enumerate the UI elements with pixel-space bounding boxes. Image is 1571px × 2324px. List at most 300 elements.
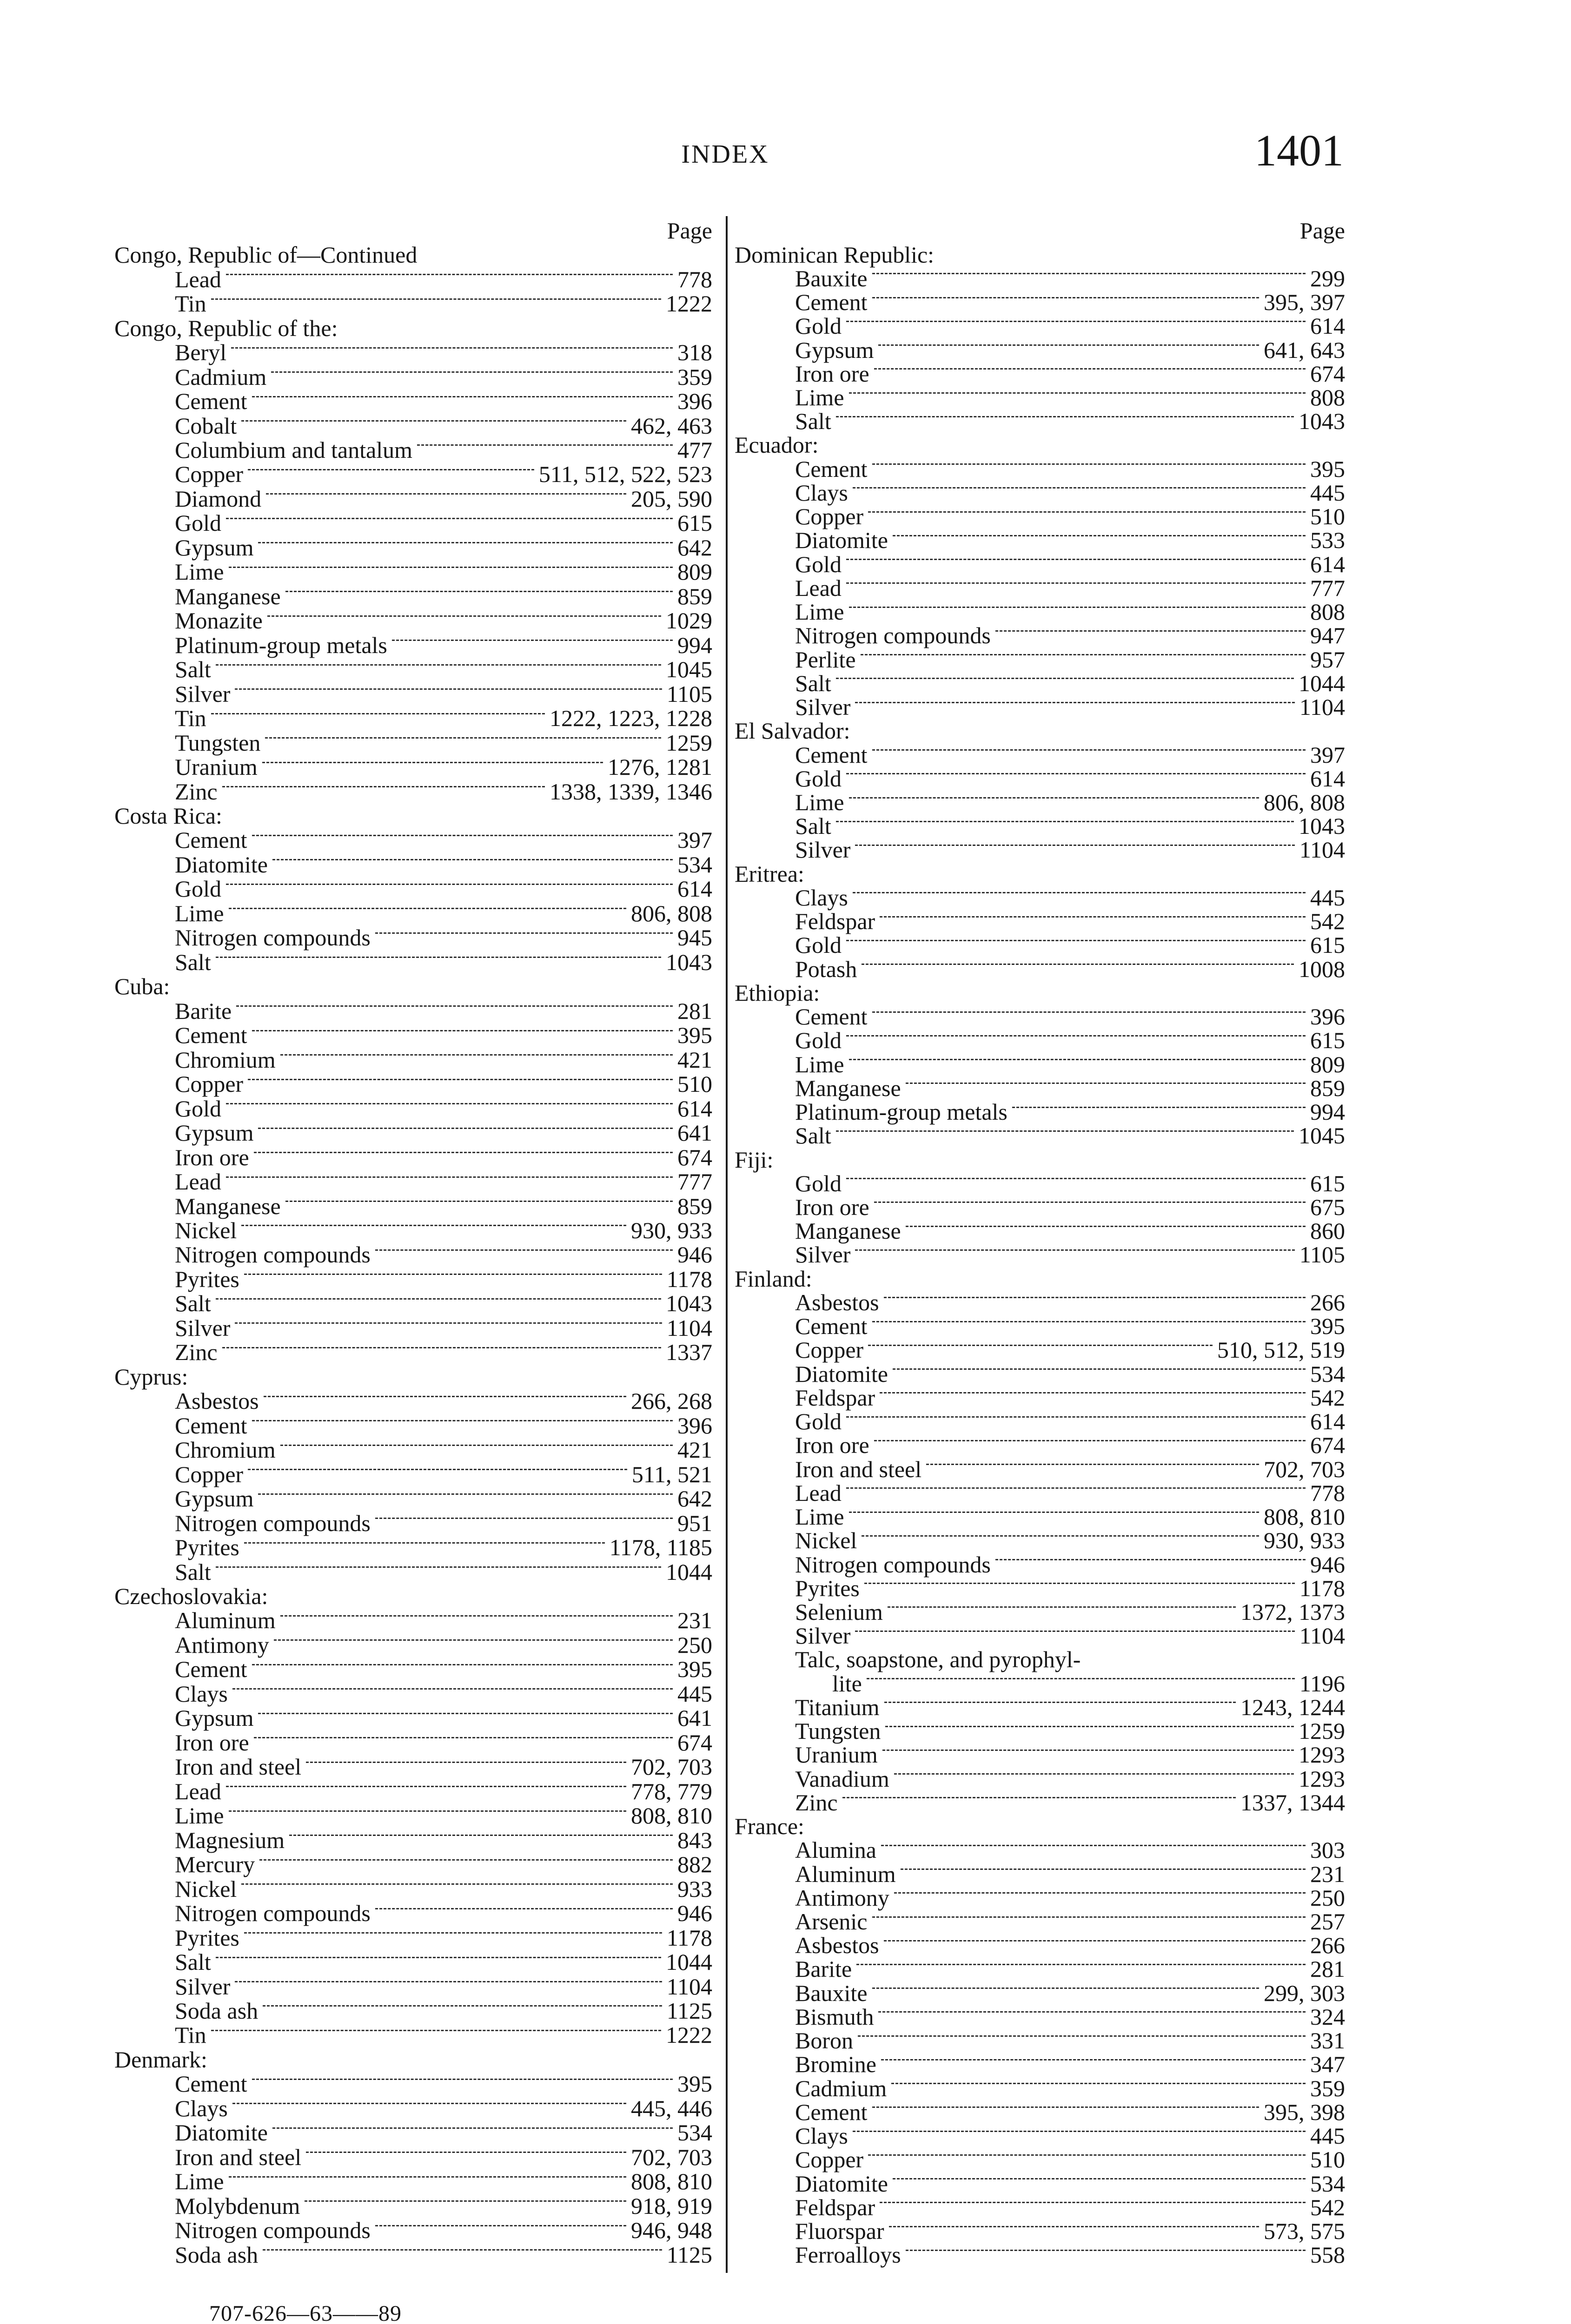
entry-page-refs: 395 xyxy=(1310,1313,1345,1340)
entry-term: Salt xyxy=(795,408,831,435)
dot-leader xyxy=(846,559,1306,560)
entry-term: Cement xyxy=(795,456,868,482)
entry-term: Lead xyxy=(175,266,221,292)
dot-leader xyxy=(846,940,1306,941)
index-entry xyxy=(114,1242,712,1267)
entry-page-refs: 510 xyxy=(1310,503,1345,530)
dot-leader xyxy=(252,1030,673,1031)
dot-leader xyxy=(995,630,1306,632)
dot-leader xyxy=(1012,1107,1306,1108)
index-column-right xyxy=(735,218,1345,2267)
entry-page-refs: 511, 512, 522, 523 xyxy=(538,461,712,488)
dot-leader xyxy=(258,1713,673,1714)
dot-leader xyxy=(258,1493,673,1495)
index-heading xyxy=(735,243,1345,266)
index-entry xyxy=(735,1195,1345,1219)
entry-page-refs: 1337, 1344 xyxy=(1240,1789,1345,1816)
entry-page-refs: 445 xyxy=(1310,479,1345,506)
dot-leader xyxy=(264,1396,626,1397)
entry-term: Diatomite xyxy=(795,2170,888,2197)
index-entry xyxy=(735,1243,1345,1267)
entry-page-refs: 534 xyxy=(1310,2170,1345,2197)
entry-term: Gold xyxy=(795,1170,842,1196)
dot-leader xyxy=(926,1464,1259,1465)
dot-leader xyxy=(862,1535,1259,1537)
index-entry xyxy=(735,1934,1345,1957)
dot-leader xyxy=(248,1079,673,1080)
index-entry xyxy=(735,1576,1345,1600)
index-entry xyxy=(114,1950,712,1974)
index-entry xyxy=(114,779,712,803)
dot-leader xyxy=(252,1664,673,1665)
index-entry xyxy=(114,1535,712,1559)
page-number: 1401 xyxy=(1254,125,1344,175)
entry-term: Ethiopia: xyxy=(735,979,820,1006)
entry-page-refs: 395 xyxy=(1310,456,1345,482)
entry-term: Copper xyxy=(175,1461,244,1487)
dot-leader xyxy=(266,493,626,495)
index-entry xyxy=(735,1648,1345,1671)
dot-leader xyxy=(855,1249,1294,1251)
entry-page-refs: 1104 xyxy=(1299,1623,1345,1649)
entry-page-refs: 918, 919 xyxy=(631,2192,712,2219)
entry-term: Cement xyxy=(175,2071,247,2097)
dot-leader xyxy=(232,1688,673,1690)
dot-leader xyxy=(880,2202,1306,2203)
dot-leader xyxy=(872,749,1306,751)
entry-page-refs: 396 xyxy=(677,388,712,415)
entry-page-refs: 945 xyxy=(677,924,712,951)
dot-leader xyxy=(849,797,1259,799)
entry-page-refs: 395, 398 xyxy=(1264,2099,1345,2125)
index-entry xyxy=(735,1529,1345,1552)
index-entry xyxy=(735,505,1345,528)
entry-term: El Salvador: xyxy=(735,718,850,744)
dot-leader xyxy=(241,420,626,422)
dot-leader xyxy=(867,1678,1295,1679)
dot-leader xyxy=(884,1297,1306,1298)
entry-term: Cement xyxy=(175,1412,247,1439)
entry-page-refs: 806, 808 xyxy=(631,900,712,926)
entry-term: Pyrites xyxy=(795,1575,860,1601)
dot-leader xyxy=(846,321,1306,322)
entry-term: Gold xyxy=(795,932,842,958)
index-entry xyxy=(114,877,712,901)
entry-page-refs: 421 xyxy=(677,1437,712,1463)
dot-leader xyxy=(392,640,673,641)
index-entry xyxy=(735,624,1345,647)
index-entry xyxy=(735,2076,1345,2100)
entry-page-refs: 641, 643 xyxy=(1264,337,1345,363)
entry-page-refs: 542 xyxy=(1310,2194,1345,2220)
entry-term: Cobalt xyxy=(175,412,237,439)
dot-leader xyxy=(280,1054,673,1056)
index-entry xyxy=(114,2023,712,2047)
dot-leader xyxy=(868,2154,1306,2156)
dot-leader xyxy=(274,1639,673,1641)
entry-term: Nitrogen compounds xyxy=(795,622,991,649)
dot-leader xyxy=(849,392,1306,394)
entry-page-refs: 957 xyxy=(1310,646,1345,673)
entry-term: Cement xyxy=(175,1022,247,1049)
entry-term: Salt xyxy=(175,1949,211,1975)
dot-leader xyxy=(265,737,661,739)
entry-term: Iron ore xyxy=(175,1729,249,1756)
entry-page-refs: 1043 xyxy=(666,1290,712,1317)
dot-leader xyxy=(226,1103,673,1104)
dot-leader xyxy=(872,1321,1306,1322)
index-entry xyxy=(114,462,712,486)
dot-leader xyxy=(235,1322,662,1324)
index-heading xyxy=(735,1148,1345,1171)
entry-term: Cement xyxy=(175,388,247,415)
index-entry xyxy=(114,1876,712,1901)
dot-leader xyxy=(868,1345,1213,1346)
entry-term: Bromine xyxy=(795,2051,876,2078)
entry-page-refs: 231 xyxy=(1310,1861,1345,1887)
dot-leader xyxy=(211,298,661,300)
index-entry xyxy=(735,1767,1345,1790)
dot-leader xyxy=(252,396,673,397)
entry-term: Tin xyxy=(175,290,206,317)
index-entry xyxy=(114,267,712,291)
entry-page-refs: 395 xyxy=(677,2071,712,2097)
index-entry xyxy=(735,385,1345,409)
entry-page-refs: 1196 xyxy=(1299,1670,1345,1697)
entry-term: Chromium xyxy=(175,1046,276,1073)
index-entry xyxy=(114,2194,712,2218)
index-entry xyxy=(114,828,712,852)
entry-term: Congo, Republic of—Continued xyxy=(114,242,418,268)
dot-leader xyxy=(229,567,673,568)
dot-leader xyxy=(842,1797,1236,1798)
dot-leader xyxy=(995,1559,1306,1560)
index-entry xyxy=(735,2100,1345,2124)
entry-term: Lead xyxy=(175,1169,221,1195)
entry-term: Antimony xyxy=(175,1631,269,1658)
index-entry xyxy=(735,1481,1345,1505)
entry-term: Salt xyxy=(175,949,211,975)
index-entry xyxy=(735,1100,1345,1123)
dot-leader xyxy=(252,835,673,836)
entry-page-refs: 946 xyxy=(677,1900,712,1927)
index-entry xyxy=(735,1124,1345,1148)
entry-page-refs: 777 xyxy=(1310,574,1345,601)
entry-page-refs: 615 xyxy=(1310,1027,1345,1054)
entry-page-refs: 615 xyxy=(1310,1170,1345,1196)
entry-term: Feldspar xyxy=(795,908,875,935)
dot-leader xyxy=(862,964,1294,965)
index-entry xyxy=(114,1316,712,1340)
entry-page-refs: 534 xyxy=(677,851,712,878)
entry-term: Lime xyxy=(795,599,844,625)
entry-page-refs: 542 xyxy=(1310,1384,1345,1411)
entry-term: Potash xyxy=(795,956,857,982)
entry-page-refs: 1044 xyxy=(666,1558,712,1585)
dot-leader xyxy=(259,1859,673,1861)
dot-leader xyxy=(252,1420,673,1421)
entry-page-refs: 1045 xyxy=(666,656,712,683)
entry-term: Cement xyxy=(795,2099,868,2125)
dot-leader xyxy=(216,1566,661,1568)
index-entry xyxy=(114,1755,712,1779)
index-entry xyxy=(735,1052,1345,1076)
index-entry xyxy=(114,755,712,779)
entry-term: Monazite xyxy=(175,607,263,634)
entry-page-refs: 359 xyxy=(1310,2075,1345,2101)
index-heading xyxy=(114,1584,712,1608)
entry-page-refs: 1178 xyxy=(1299,1575,1345,1601)
entry-term: Zinc xyxy=(795,1789,838,1816)
entry-term: Antimony xyxy=(795,1884,889,1911)
entry-page-refs: 1337 xyxy=(666,1339,712,1366)
entry-term: Cement xyxy=(175,1656,247,1683)
entry-term: Bauxite xyxy=(795,1980,868,2006)
entry-term: Copper xyxy=(175,1071,244,1097)
entry-term: Gold xyxy=(795,1027,842,1054)
dot-leader xyxy=(263,2005,662,2007)
entry-page-refs: 1045 xyxy=(1299,1122,1345,1149)
index-entry xyxy=(735,552,1345,576)
entry-term: Asbestos xyxy=(795,1289,879,1315)
index-entry xyxy=(114,681,712,706)
entry-page-refs: 573, 575 xyxy=(1264,2218,1345,2245)
index-heading xyxy=(114,974,712,998)
entry-page-refs: 778, 779 xyxy=(631,1778,712,1804)
entry-term: Feldspar xyxy=(795,2194,875,2220)
entry-page-refs: 1372, 1373 xyxy=(1240,1598,1345,1625)
entry-page-refs: 675 xyxy=(1310,1194,1345,1220)
entry-page-refs: 1178, 1185 xyxy=(609,1534,712,1561)
entry-page-refs: 534 xyxy=(677,2119,712,2146)
entry-page-refs: 534 xyxy=(1310,1360,1345,1387)
index-entry xyxy=(114,1291,712,1315)
entry-page-refs: 1044 xyxy=(1299,670,1345,696)
entry-term: Manganese xyxy=(795,1075,901,1101)
entry-term: Manganese xyxy=(175,583,281,609)
page-column-label: Page xyxy=(667,218,712,244)
dot-leader xyxy=(262,762,603,763)
dot-leader xyxy=(232,2103,626,2104)
entry-page-refs: 642 xyxy=(677,1486,712,1512)
index-entry xyxy=(735,885,1345,909)
entry-page-refs: 674 xyxy=(677,1729,712,1756)
entry-page-refs: 331 xyxy=(1310,2027,1345,2054)
entry-term: Nitrogen compounds xyxy=(175,1241,371,1268)
dot-leader xyxy=(888,1606,1236,1608)
index-entry xyxy=(735,1790,1345,1814)
index-entry xyxy=(735,2124,1345,2148)
index-entry xyxy=(735,647,1345,671)
entry-page-refs: 1178 xyxy=(666,1266,712,1292)
index-entry xyxy=(114,1852,712,1876)
index-entry xyxy=(114,1096,712,1120)
index-entry xyxy=(114,1901,712,1925)
dot-leader xyxy=(258,542,673,543)
index-entry xyxy=(114,340,712,364)
entry-term: Silver xyxy=(795,1623,851,1649)
index-entry xyxy=(735,1005,1345,1029)
index-entry xyxy=(114,1828,712,1852)
entry-page-refs: 674 xyxy=(1310,360,1345,387)
index-entry xyxy=(114,2242,712,2266)
dot-leader xyxy=(267,615,661,617)
index-entry xyxy=(735,1695,1345,1719)
entry-term: Cement xyxy=(795,1313,868,1340)
entry-term: Arsenic xyxy=(795,1908,868,1935)
index-entry xyxy=(735,671,1345,695)
entry-term: Silver xyxy=(795,837,851,863)
entry-term: Magnesium xyxy=(175,1827,285,1853)
entry-page-refs: 614 xyxy=(1310,765,1345,792)
dot-leader xyxy=(244,1542,605,1544)
index-entry xyxy=(735,1029,1345,1052)
entry-page-refs: 397 xyxy=(1310,741,1345,768)
entry-term: Copper xyxy=(795,2146,864,2173)
entry-page-refs: 250 xyxy=(677,1631,712,1658)
entry-page-refs: 702, 703 xyxy=(631,1754,712,1780)
dot-leader xyxy=(906,2250,1306,2251)
entry-term: Eritrea: xyxy=(735,860,804,887)
entry-page-refs: 510, 512, 519 xyxy=(1217,1337,1345,1363)
index-entry xyxy=(114,1730,712,1755)
dot-leader xyxy=(248,1469,627,1470)
entry-term: Tungsten xyxy=(175,729,261,756)
dot-leader xyxy=(861,654,1306,655)
dot-leader xyxy=(285,591,673,592)
entry-term: Ecuador: xyxy=(735,432,819,458)
dot-leader xyxy=(885,1726,1294,1727)
index-entry xyxy=(735,1457,1345,1481)
entry-term: Gold xyxy=(795,1408,842,1435)
dot-leader xyxy=(846,1416,1306,1418)
entry-page-refs: 266 xyxy=(1310,1289,1345,1315)
entry-term: Denmark: xyxy=(114,2046,207,2073)
entry-term: Nitrogen compounds xyxy=(175,1900,371,1927)
entry-term: Gold xyxy=(175,876,221,902)
entry-page-refs: 396 xyxy=(677,1412,712,1439)
entry-term: Gold xyxy=(795,313,842,339)
entry-page-refs: 674 xyxy=(1310,1432,1345,1459)
dot-leader xyxy=(216,664,661,666)
entry-page-refs: 359 xyxy=(677,363,712,390)
index-entry xyxy=(114,706,712,730)
entry-term: Cement xyxy=(795,1004,868,1030)
entry-page-refs: 445, 446 xyxy=(631,2095,712,2121)
index-entry xyxy=(114,1779,712,1803)
dot-leader xyxy=(846,582,1306,584)
entry-term: Manganese xyxy=(175,1193,281,1219)
entry-term: Boron xyxy=(795,2027,853,2054)
entry-term: Lead xyxy=(175,1778,221,1804)
dot-leader xyxy=(271,371,673,373)
entry-page-refs: 445 xyxy=(1310,2123,1345,2149)
dot-leader xyxy=(836,416,1294,417)
entry-page-refs: 558 xyxy=(1310,2242,1345,2268)
index-entries-right xyxy=(735,243,1345,2267)
dot-leader xyxy=(280,1615,673,1617)
entry-term: Clays xyxy=(795,2123,848,2149)
entry-term: Pyrites xyxy=(175,1266,239,1292)
entry-term: Salt xyxy=(175,656,211,683)
index-entry xyxy=(735,743,1345,766)
entry-term: lite xyxy=(832,1670,862,1697)
entry-page-refs: 1293 xyxy=(1299,1742,1345,1768)
entry-page-refs: 930, 933 xyxy=(631,1217,712,1243)
dot-leader xyxy=(375,2225,626,2226)
dot-leader xyxy=(222,786,545,787)
entry-term: Iron and steel xyxy=(175,2144,302,2170)
index-entry xyxy=(735,2029,1345,2053)
entry-term: Clays xyxy=(175,1680,228,1707)
entry-term: Lime xyxy=(175,2168,224,2195)
dot-leader xyxy=(846,773,1306,774)
dot-leader xyxy=(872,1011,1306,1013)
entry-term: Cadmium xyxy=(175,363,267,390)
index-entry xyxy=(735,266,1345,290)
index-entry xyxy=(114,730,712,754)
index-entry xyxy=(114,1462,712,1486)
entry-term: Silver xyxy=(175,680,231,707)
index-entry xyxy=(114,1023,712,1047)
dot-leader xyxy=(306,2152,626,2153)
entry-term: Gypsum xyxy=(175,1705,254,1731)
entry-page-refs: 1259 xyxy=(666,729,712,756)
dot-leader xyxy=(226,1176,673,1178)
entry-term: Platinum-group metals xyxy=(175,632,387,658)
dot-leader xyxy=(241,1225,626,1226)
entry-term: Aluminum xyxy=(795,1861,896,1887)
dot-leader xyxy=(864,1583,1295,1584)
entry-page-refs: 205, 590 xyxy=(631,485,712,512)
entry-page-refs: 859 xyxy=(677,583,712,609)
index-entry xyxy=(114,291,712,316)
entry-term: Bauxite xyxy=(795,265,868,291)
index-entry xyxy=(114,1047,712,1071)
index-entry xyxy=(114,413,712,437)
entry-page-refs: 1104 xyxy=(666,1973,712,2000)
dot-leader xyxy=(906,1083,1306,1084)
dot-leader xyxy=(901,1868,1306,1870)
dot-leader xyxy=(216,1298,661,1300)
dot-leader xyxy=(880,1392,1306,1393)
index-entry xyxy=(114,511,712,535)
index-entry xyxy=(735,1862,1345,1886)
dot-leader xyxy=(235,688,662,690)
entry-term: Asbestos xyxy=(175,1388,259,1414)
index-entry xyxy=(735,2172,1345,2195)
dot-leader xyxy=(235,1981,662,1982)
index-entry xyxy=(114,2169,712,2193)
dot-leader xyxy=(226,1786,626,1787)
dot-leader xyxy=(836,821,1294,822)
entry-term: Gold xyxy=(795,765,842,792)
entry-page-refs: 281 xyxy=(677,997,712,1024)
index-entry xyxy=(735,790,1345,814)
entry-term: Nitrogen compounds xyxy=(175,1510,371,1536)
entry-term: Soda ash xyxy=(175,1997,259,2024)
entry-page-refs: 257 xyxy=(1310,1908,1345,1935)
entry-page-refs: 933 xyxy=(677,1875,712,1902)
entry-page-refs: 1222 xyxy=(666,290,712,317)
index-entry xyxy=(735,2243,1345,2267)
index-entry xyxy=(735,2219,1345,2243)
entry-term: Ferroalloys xyxy=(795,2242,901,2268)
entry-page-refs: 641 xyxy=(677,1705,712,1731)
dot-leader xyxy=(285,1201,673,1202)
entry-page-refs: 1222, 1223, 1228 xyxy=(550,705,712,732)
entry-term: Finland: xyxy=(735,1265,812,1292)
